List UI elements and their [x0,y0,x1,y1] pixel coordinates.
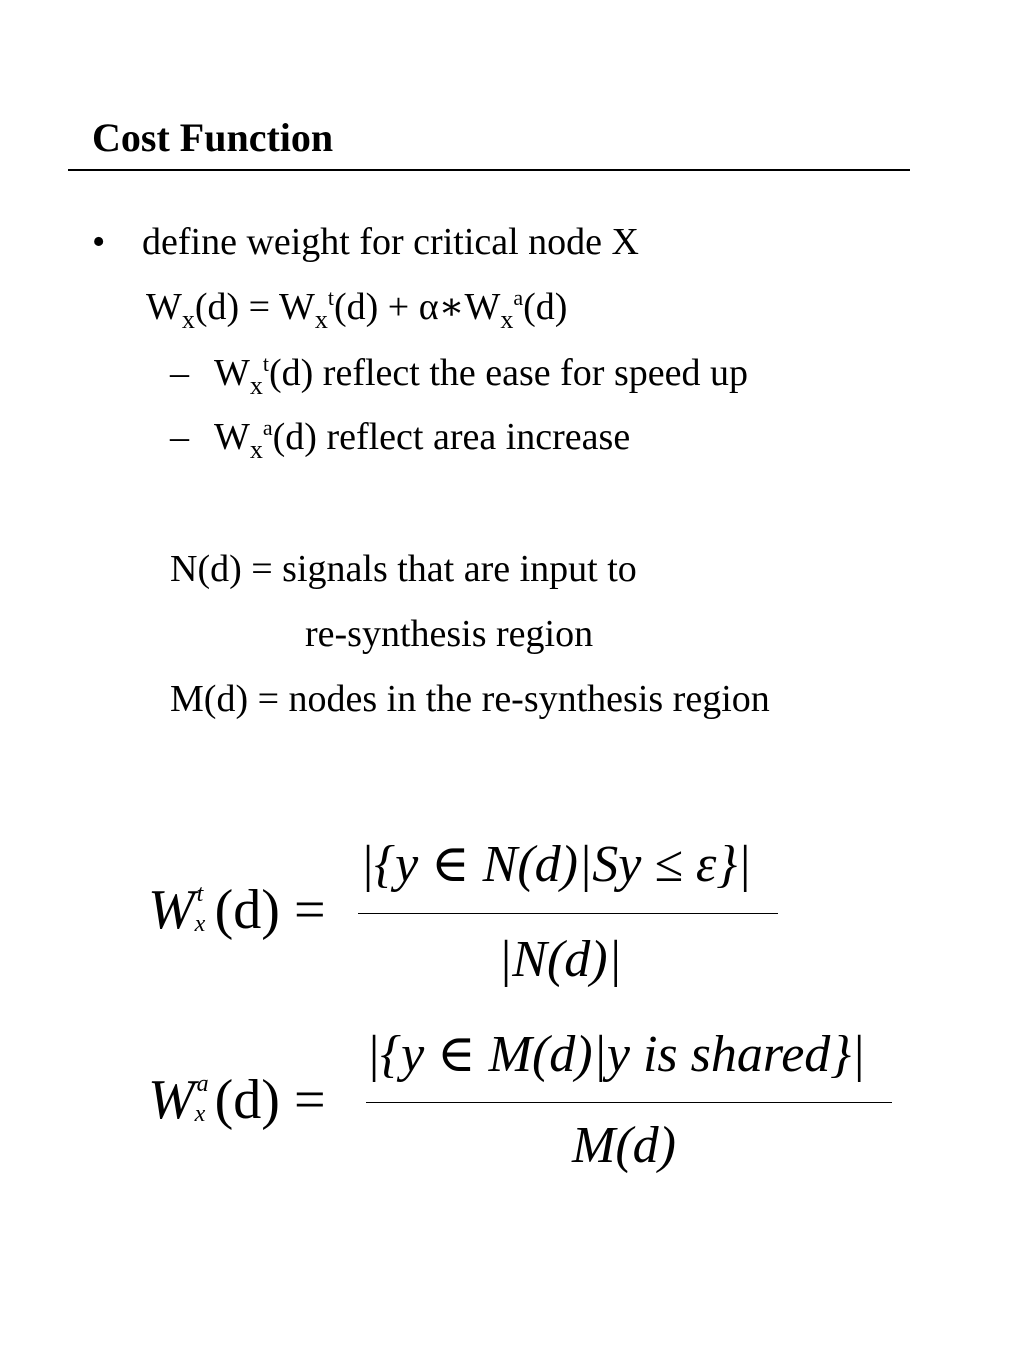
sub-item-x: x [249,371,263,400]
sub-item-text: (d) reflect area increase [272,416,631,458]
equation-superscript: t [196,881,204,907]
equation-numerator: |{y ∈ M(d)|y is shared}| [366,1026,866,1083]
sub-item-area [170,414,631,464]
sub-item-sup: a [262,415,273,440]
formula-w3: W [464,286,501,328]
formula-part1: (d) = [194,286,279,328]
equation-subscript: x [194,1101,206,1127]
title-divider [68,169,910,171]
equation-superscript: a [196,1071,209,1097]
sub-item-x: x [249,435,263,464]
formula-part3: (d) [523,286,568,328]
sub-item-sup: t [262,351,269,376]
sub-item-marker: – [170,352,189,394]
formula-x2: x [314,305,328,334]
equation-numerator: |{y ∈ N(d)|Sy ≤ ε}| [360,836,752,893]
formula-x1: x [181,305,195,334]
formula-a: a [513,285,524,310]
bullet-text: define weight for critical node X [142,221,639,263]
formula-alpha: α [418,286,439,328]
equation-denominator: M(d) [572,1117,676,1174]
equation-w: W [148,1069,195,1131]
sub-item-text: (d) reflect the ease for speed up [269,352,748,394]
formula-part2: (d) + [333,286,419,328]
sub-item-marker: – [170,416,189,458]
weight-formula [146,284,568,334]
bullet-marker: • [92,221,106,263]
formula-t: t [327,285,334,310]
formula-w1: W [146,286,182,328]
fraction-bar [366,1102,892,1103]
formula-w2: W [278,286,315,328]
equation-lhs [148,880,326,940]
sub-item-w: W [214,352,250,394]
equation-lhs [148,1070,326,1130]
formula-x3: x [500,305,514,334]
definition-m: M(d) = nodes in the re-synthesis region [170,678,770,720]
equation-lhs-rest: (d) = [214,1069,326,1131]
equation-w: W [148,879,195,941]
equation-denominator: |N(d)| [498,931,622,988]
fraction-bar [358,913,778,914]
equation-subscript: x [194,911,206,937]
definition-n: N(d) = signals that are input to [170,548,637,590]
sub-item-speed [170,350,748,400]
slide-title: Cost Function [92,115,334,160]
equation-lhs-rest: (d) = [214,879,326,941]
sub-item-w: W [214,416,250,458]
definition-n-continued: re-synthesis region [305,613,594,655]
formula-star: ∗ [438,286,465,328]
